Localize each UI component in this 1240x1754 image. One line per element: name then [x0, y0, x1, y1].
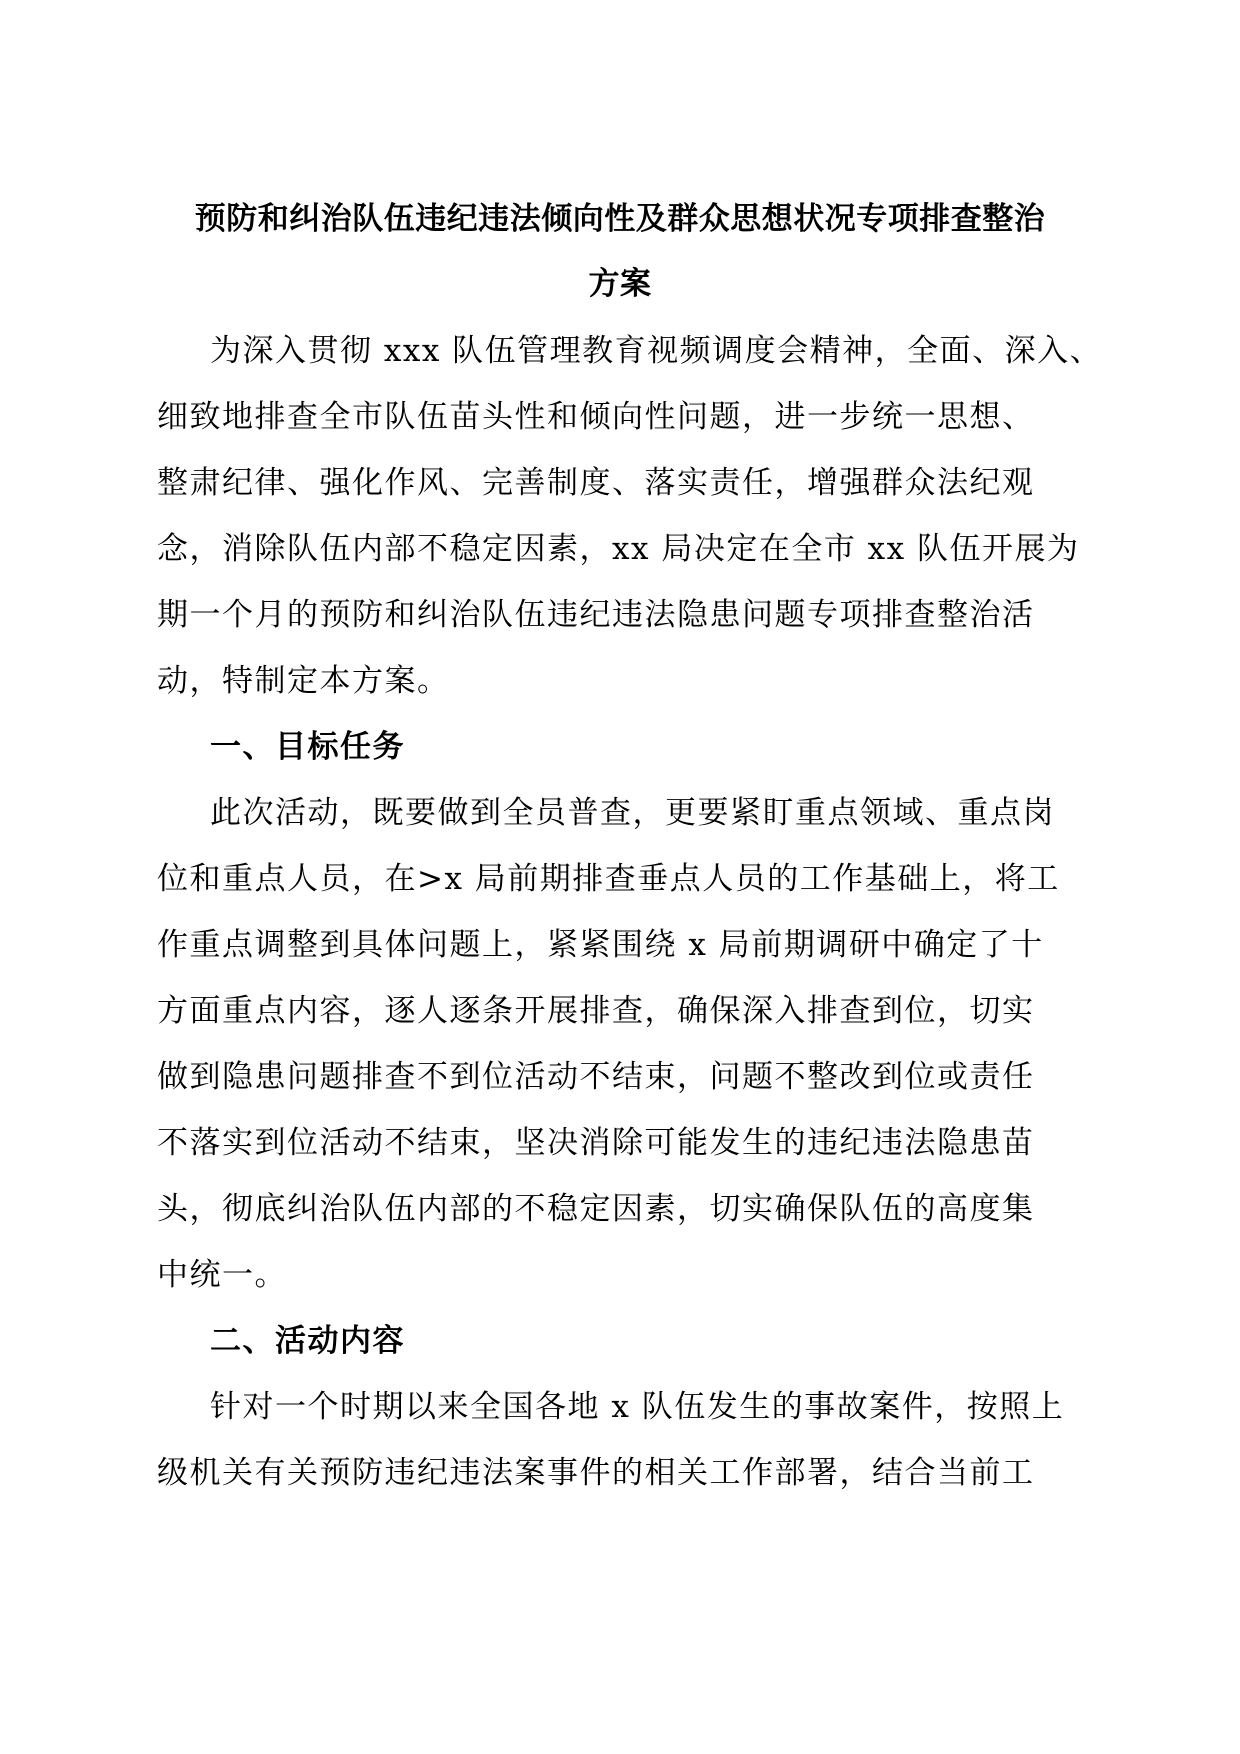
intro-paragraph-line: 期一个月的预防和纠治队伍违纪违法隐患问题专项排查整治活	[157, 597, 1035, 633]
section1-paragraph-line: 做到隐患问题排查不到位活动不结束，问题不整改到位或责任	[157, 1059, 1035, 1095]
section1-paragraph-line: 头，彻底纠治队伍内部的不稳定因素，切实确保队伍的高度集	[157, 1191, 1035, 1227]
section1-paragraph-line: 方面重点内容，逐人逐条开展排查，确保深入排查到位，切实	[157, 993, 1035, 1029]
document-title-line-2: 方案	[588, 266, 652, 302]
intro-paragraph-line: 念，消除队伍内部不稳定因素，xx 局决定在全市 xx 队伍开展为	[157, 531, 1080, 567]
section1-paragraph-line: 作重点调整到具体问题上，紧紧围绕 x 局前期调研中确定了十	[157, 927, 1044, 963]
section1-paragraph-line: 不落实到位活动不结束，坚决消除可能发生的违纪违法隐患苗	[157, 1125, 1035, 1161]
section2-paragraph-line: 级机关有关预防违纪违法案事件的相关工作部署，结合当前工	[157, 1455, 1035, 1491]
intro-paragraph-line: 整肃纪律、强化作风、完善制度、落实责任，增强群众法纪观	[157, 465, 1035, 501]
document-title-line-1: 预防和纠治队伍违纪违法倾向性及群众思想状况专项排查整治	[194, 201, 1046, 237]
section-heading-goals: 一、目标任务	[210, 729, 405, 765]
section-heading-content: 二、活动内容	[210, 1323, 405, 1359]
section1-paragraph-line: 中统一。	[157, 1257, 287, 1293]
intro-paragraph-line: 细致地排查全市队伍苗头性和倾向性问题，进一步统一思想、	[157, 399, 1035, 435]
section1-paragraph-line: 位和重点人员，在>x 局前期排查垂点人员的工作基础上，将工	[157, 861, 1060, 897]
section2-paragraph-line: 针对一个时期以来全国各地 x 队伍发生的事故案件，按照上	[210, 1389, 1065, 1425]
intro-paragraph-line: 动，特制定本方案。	[157, 663, 450, 699]
section1-paragraph-line: 此次活动，既要做到全员普查，更要紧盯重点领域、重点岗	[210, 795, 1055, 831]
intro-paragraph-line: 为深入贯彻 xxx 队伍管理教育视频调度会精神，全面、深入、	[210, 333, 1103, 369]
